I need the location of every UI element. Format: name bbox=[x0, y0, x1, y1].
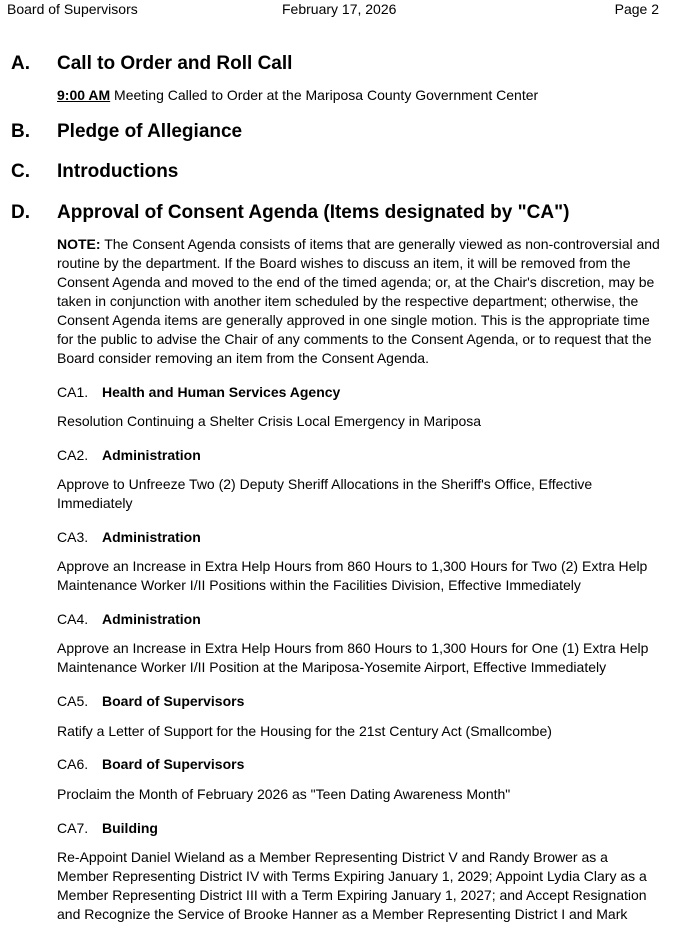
consent-item-heading bbox=[57, 755, 244, 773]
section-b-letter: B. bbox=[11, 121, 30, 142]
consent-item-number: CA7. bbox=[57, 820, 89, 836]
call-to-order-text: Meeting Called to Order at the Mariposa County Government Center bbox=[110, 87, 539, 103]
consent-item-description: Approve to Unfreeze Two (2) Deputy Sheriff Allocations in the Sheriff's Office, Effective Immediately bbox=[57, 476, 593, 511]
header-date: February 17, 2026 bbox=[282, 1, 397, 17]
consent-item-number: CA5. bbox=[57, 693, 89, 709]
section-c-letter: C. bbox=[11, 161, 30, 182]
section-c-title: Introductions bbox=[57, 161, 179, 182]
consent-item-number: CA4. bbox=[57, 611, 89, 627]
note-label: NOTE: bbox=[57, 236, 101, 252]
consent-item-description: Ratify a Letter of Support for the Housing for the 21st Century Act (Smallcombe) bbox=[57, 723, 552, 739]
consent-item-description: Approve an Increase in Extra Help Hours from 860 Hours to 1,300 Hours for Two (2) Extra Help Maintenance Worker I/II Positions within the Facilities Division, Effective Immediately bbox=[57, 558, 648, 593]
consent-item-department: Administration bbox=[102, 529, 201, 545]
consent-item-department: Administration bbox=[102, 447, 201, 463]
consent-item-description: Re-Appoint Daniel Wieland as a Member Representing District V and Randy Brower as a Member Representing District IV with Terms Expiring January 1, 2029; Appoint Lydia Clary as a Member Representing District III with a Term Expiring January 1, 2027; and Accept Resignation and Recognize the Service of Brooke Hanner as a Member Representing District I and Mark bbox=[57, 849, 647, 922]
consent-item-heading bbox=[57, 692, 244, 710]
consent-item-description: Resolution Continuing a Shelter Crisis Local Emergency in Mariposa bbox=[57, 413, 482, 429]
note-text: The Consent Agenda consists of items that are generally viewed as non-controversial and routine by the department. If the Board wishes to discuss an item, it will be removed from the Consent Agenda and moved to the end of the timed agenda; or, at the Chair's discretion, may be taken in conjunction with another item scheduled by the respective department; otherwise, the Consent Agenda items are generally approved in one single motion. This is the appropriate time for the public to advise the Chair of any comments to the Consent Agenda, or to request that the Board consider removing an item from the Consent Agenda. bbox=[57, 236, 660, 366]
call-to-order-line bbox=[57, 86, 662, 105]
consent-item-department: Board of Supervisors bbox=[102, 693, 245, 709]
consent-item-number: CA6. bbox=[57, 756, 89, 772]
consent-item-heading bbox=[57, 383, 340, 401]
consent-item-heading bbox=[57, 446, 201, 464]
section-d-letter: D. bbox=[11, 202, 30, 223]
section-a-title: Call to Order and Roll Call bbox=[57, 53, 293, 74]
header-board-name: Board of Supervisors bbox=[7, 1, 138, 17]
section-a-letter: A. bbox=[11, 53, 30, 74]
call-to-order-time: 9:00 AM bbox=[57, 87, 111, 103]
consent-item-department: Building bbox=[102, 820, 158, 836]
header-page-number: Page 2 bbox=[614, 1, 659, 17]
consent-item-description: Proclaim the Month of February 2026 as "Teen Dating Awareness Month" bbox=[57, 786, 511, 802]
section-d-title: Approval of Consent Agenda (Items designated by "CA") bbox=[57, 202, 570, 223]
consent-item-department: Health and Human Services Agency bbox=[102, 384, 341, 400]
consent-item-department: Administration bbox=[102, 611, 201, 627]
consent-item-heading bbox=[57, 819, 158, 837]
consent-item-department: Board of Supervisors bbox=[102, 756, 245, 772]
consent-item-heading bbox=[57, 610, 201, 628]
section-b-title: Pledge of Allegiance bbox=[57, 121, 243, 142]
consent-item-description: Approve an Increase in Extra Help Hours from 860 Hours to 1,300 Hours for One (1) Extra Help Maintenance Worker I/II Position at the Mariposa-Yosemite Airport, Effective Immediately bbox=[57, 640, 649, 675]
consent-item-number: CA2. bbox=[57, 447, 89, 463]
consent-note bbox=[57, 235, 662, 368]
consent-item-heading bbox=[57, 528, 201, 546]
consent-item-number: CA3. bbox=[57, 529, 89, 545]
consent-item-number: CA1. bbox=[57, 384, 89, 400]
